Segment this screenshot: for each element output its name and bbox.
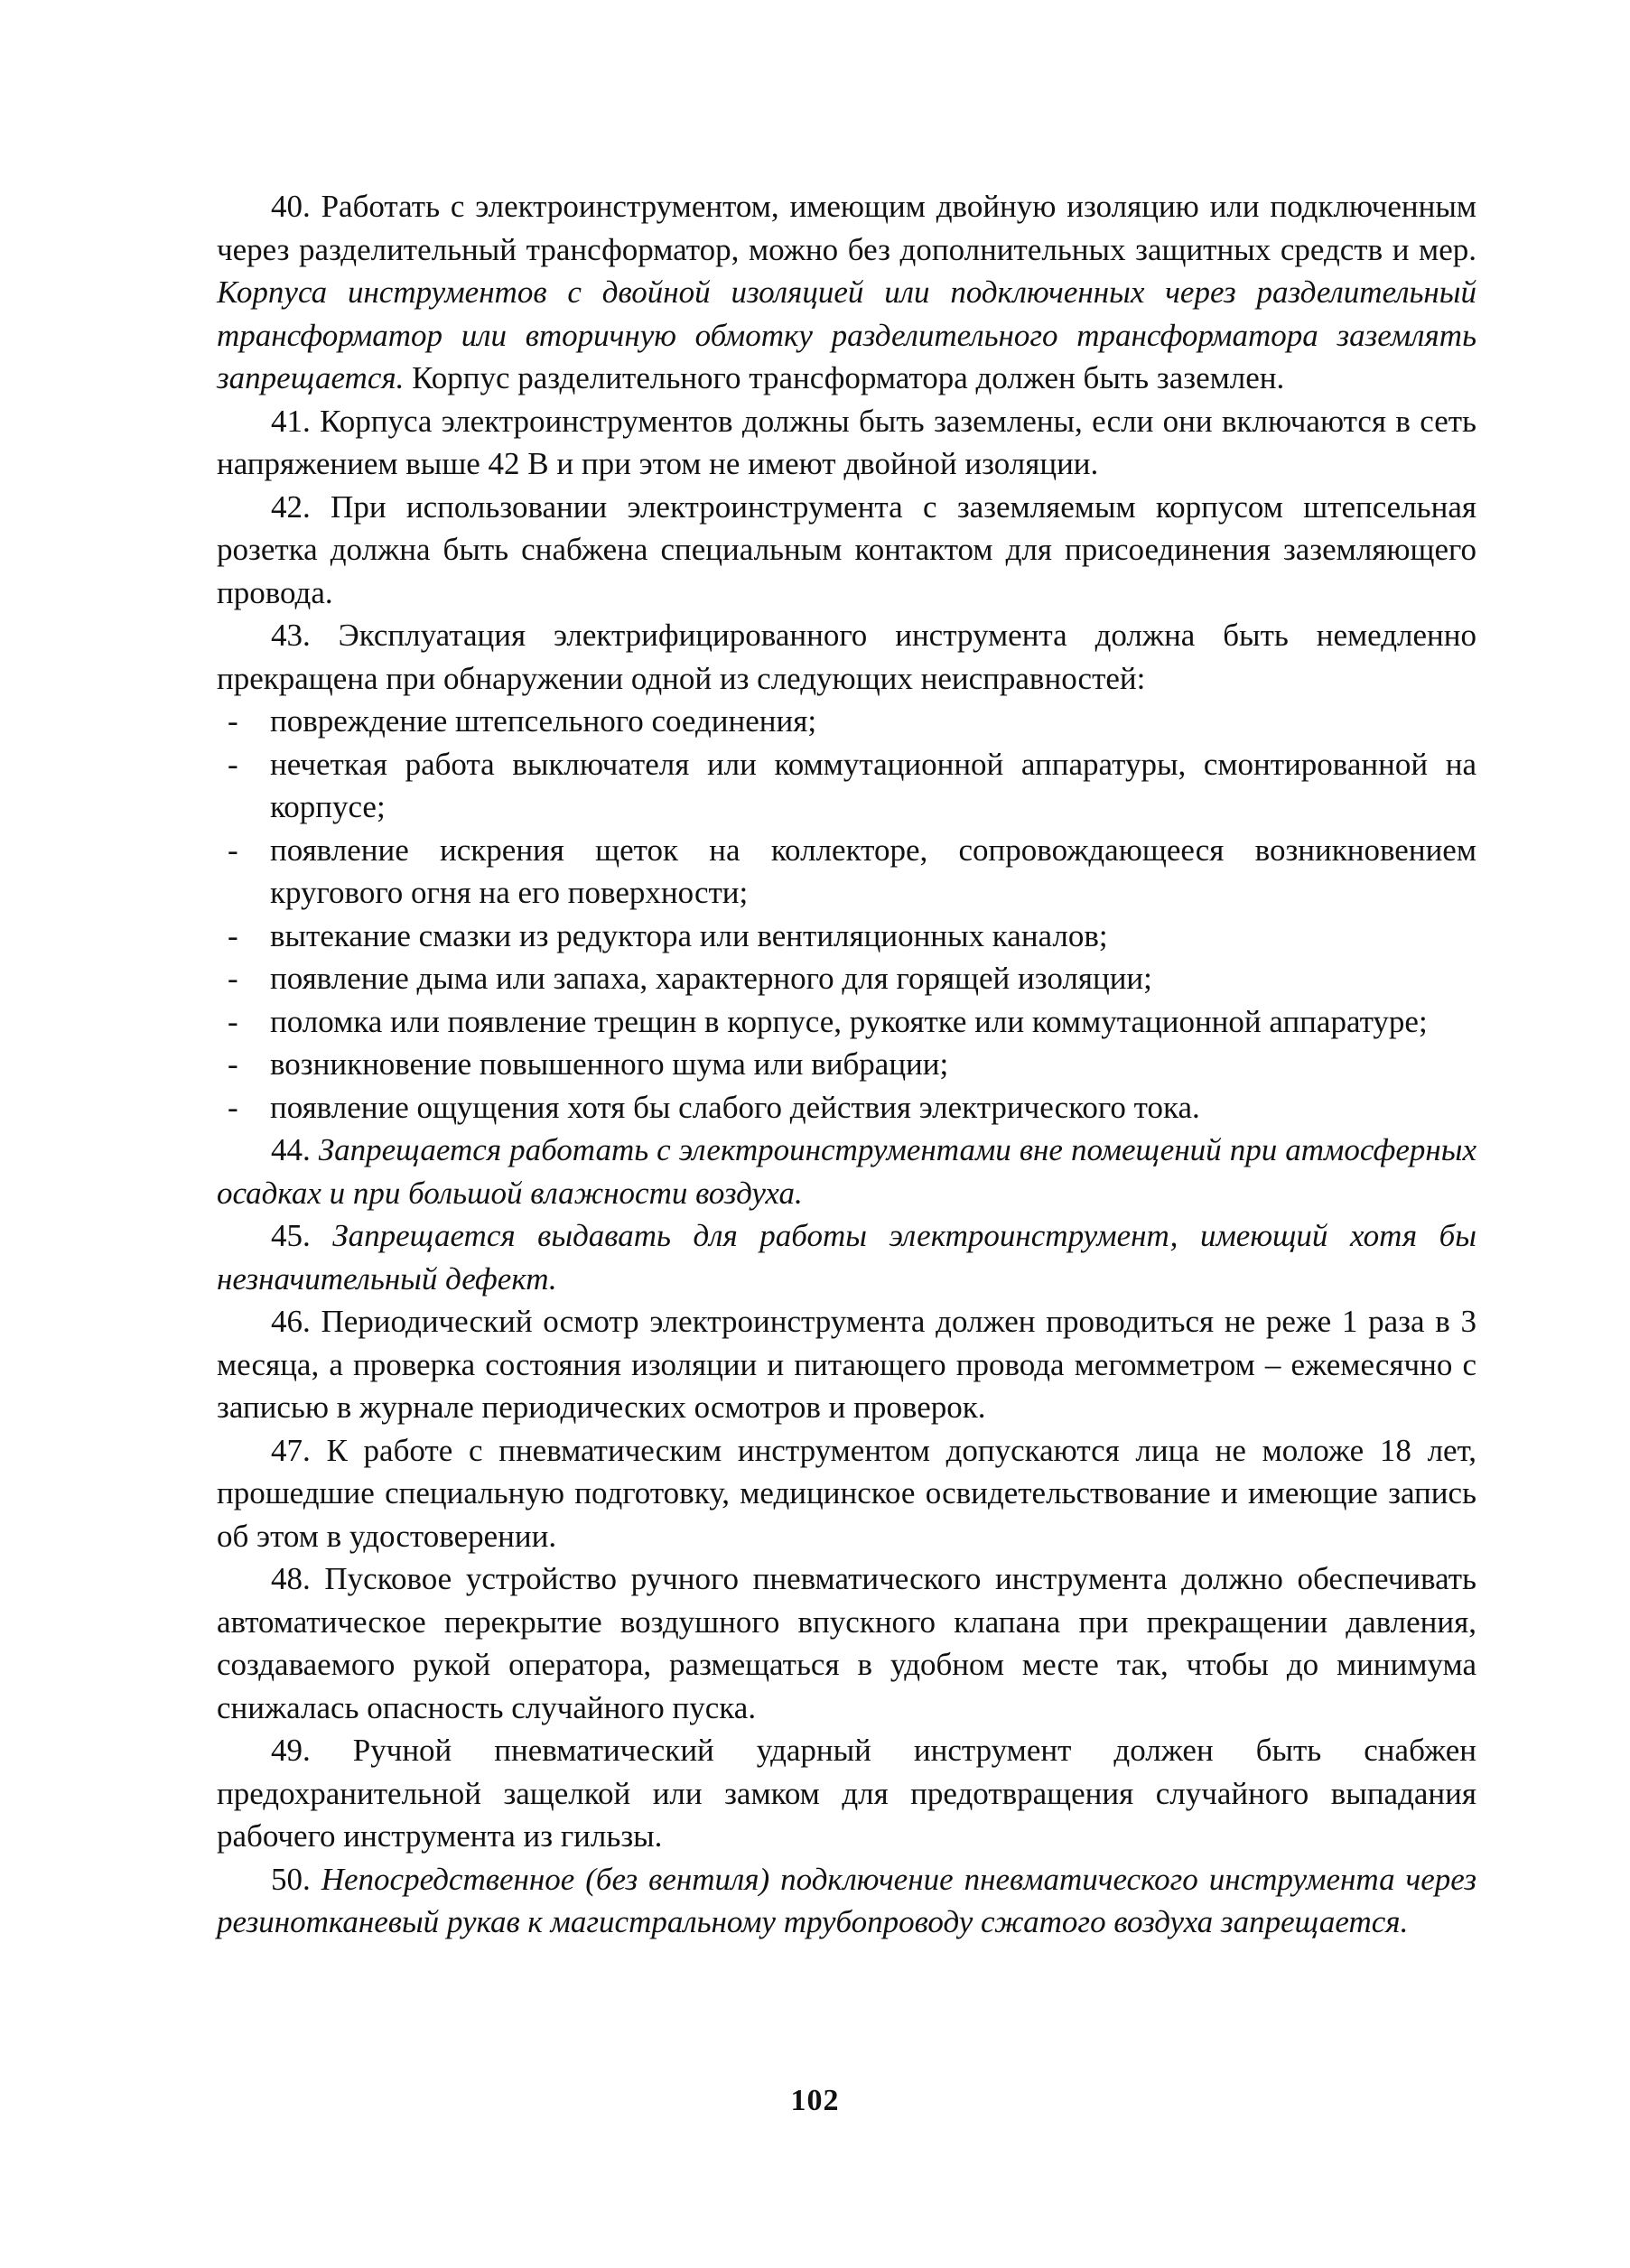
paragraph-46 (217, 1300, 1476, 1429)
paragraph-number: 49. (271, 1733, 311, 1768)
paragraph-48 (217, 1557, 1476, 1729)
list-item-text: повреждение штепсельного соединения; (270, 703, 817, 739)
list-item (217, 1086, 1476, 1129)
paragraph-number: 42. (271, 488, 311, 525)
dash-bullet: - (228, 961, 238, 996)
page-number: 102 (790, 2084, 840, 2117)
dash-bullet: - (228, 746, 238, 782)
dash-bullet: - (228, 917, 238, 953)
paragraph-text: Корпуса электроинструментов должны быть заземлены, если они включаются в сеть напряжением выше 42 В и при этом не имеют двойной изоляции. (217, 403, 1476, 481)
paragraph-45 (217, 1214, 1476, 1300)
page-body (217, 185, 1476, 1944)
paragraph-italic-text: Корпуса инструментов с двойной изоляцией или подключенных через разделительный трансформатор или вторичную обмотку разделительного трансформатора заземлять запрещается. (217, 274, 1476, 395)
paragraph-41 (217, 400, 1476, 486)
paragraph-text: Пусковое устройство ручного пневматического инструмента должно обеспечивать автоматическое перекрытие воздушного впускного клапана при прекращении давления, создаваемого рукой оператора, размещаться в удобном месте так, чтобы до минимума снижалась опасность случайного пуска. (217, 1561, 1476, 1725)
paragraph-44 (217, 1129, 1476, 1214)
paragraph-text: Эксплуатация электрифицированного инструмента должна быть немедленно прекращена при обнаружении одной из следующих неисправностей: (217, 618, 1476, 696)
list-item-text: появление искрения щеток на коллекторе, сопровождающееся возникновением кругового огня на его поверхности; (270, 832, 1476, 910)
list-item (217, 1000, 1476, 1044)
list-item-text: нечеткая работа выключателя или коммутационной аппаратуры, смонтированной на корпусе; (270, 746, 1476, 824)
dash-bullet: - (228, 703, 238, 739)
paragraph-47 (217, 1429, 1476, 1558)
list-item (217, 700, 1476, 743)
paragraph-text: Ручной пневматический ударный инструмент должен быть снабжен предохранительной защелкой или замком для предотвращения случайного выпадания рабочего инструмента из гильзы. (217, 1733, 1476, 1854)
paragraph-italic-text: Запрещается работать с электроинструментами вне помещений при атмосферных осадках и при большой влажности воздуха. (217, 1132, 1476, 1211)
list-item-text: появление ощущения хотя бы слабого действия электрического тока. (270, 1089, 1200, 1125)
paragraph-number: 41. (271, 403, 311, 439)
paragraph-text: При использовании электроинструмента с заземляемым корпусом штепсельная розетка должна быть снабжена специальным контактом для присоединения заземляющего провода. (217, 488, 1476, 610)
dash-bullet: - (228, 1003, 238, 1039)
paragraph-number: 45. (271, 1218, 311, 1253)
paragraph-40 (217, 185, 1476, 400)
dash-bullet: - (228, 1046, 238, 1082)
list-item-text: возникновение повышенного шума или вибрации; (270, 1046, 949, 1082)
list-item-text: появление дыма или запаха, характерного для горящей изоляции; (270, 961, 1152, 996)
list-item (217, 957, 1476, 1000)
list-item (217, 743, 1476, 829)
paragraph-number: 50. (271, 1861, 311, 1897)
list-item-text: поломка или появление трещин в корпусе, рукоятке или коммутационной аппаратуре; (270, 1003, 1428, 1039)
paragraph-43 (217, 614, 1476, 700)
list-item (217, 915, 1476, 958)
paragraph-number: 40. (271, 189, 311, 224)
paragraph-49 (217, 1729, 1476, 1858)
list-item (217, 1043, 1476, 1086)
paragraph-italic-text: Непосредственное (без вентиля) подключение пневматического инструмента через резинотканевый рукав к магистральному трубопроводу сжатого воздуха запрещается. (217, 1861, 1476, 1939)
paragraph-number: 47. (271, 1432, 311, 1468)
paragraph-text: Работать с электроинструментом, имеющим двойную изоляцию или подключенным через разделительный трансформатор, можно без дополнительных защитных средств и мер. (217, 189, 1476, 267)
paragraph-number: 46. (271, 1304, 311, 1339)
paragraph-number: 48. (271, 1561, 311, 1596)
paragraph-text: Периодический осмотр электроинструмента должен проводиться не реже 1 раза в 3 месяца, а проверка состояния изоляции и питающего провода мегомметром – ежемесячно с записью в журнале периодических осмотров и проверок. (217, 1304, 1476, 1425)
paragraph-number: 43. (271, 618, 311, 653)
paragraph-number: 44. (271, 1132, 311, 1167)
paragraph-tail-text: Корпус разделительного трансформатора должен быть заземлен. (404, 360, 1285, 395)
paragraph-text: К работе с пневматическим инструментом допускаются лица не моложе 18 лет, прошедшие специальную подготовку, медицинское освидетельствование и имеющие запись об этом в удостоверении. (217, 1432, 1476, 1554)
dash-bullet: - (228, 832, 238, 868)
dash-bullet: - (228, 1089, 238, 1125)
paragraph-50 (217, 1858, 1476, 1944)
defects-list (217, 700, 1476, 1129)
list-item (217, 829, 1476, 915)
list-item-text: вытекание смазки из редуктора или вентиляционных каналов; (270, 917, 1108, 953)
paragraph-italic-text: Запрещается выдавать для работы электроинструмент, имеющий хотя бы незначительный дефект. (217, 1218, 1476, 1297)
paragraph-42 (217, 486, 1476, 615)
